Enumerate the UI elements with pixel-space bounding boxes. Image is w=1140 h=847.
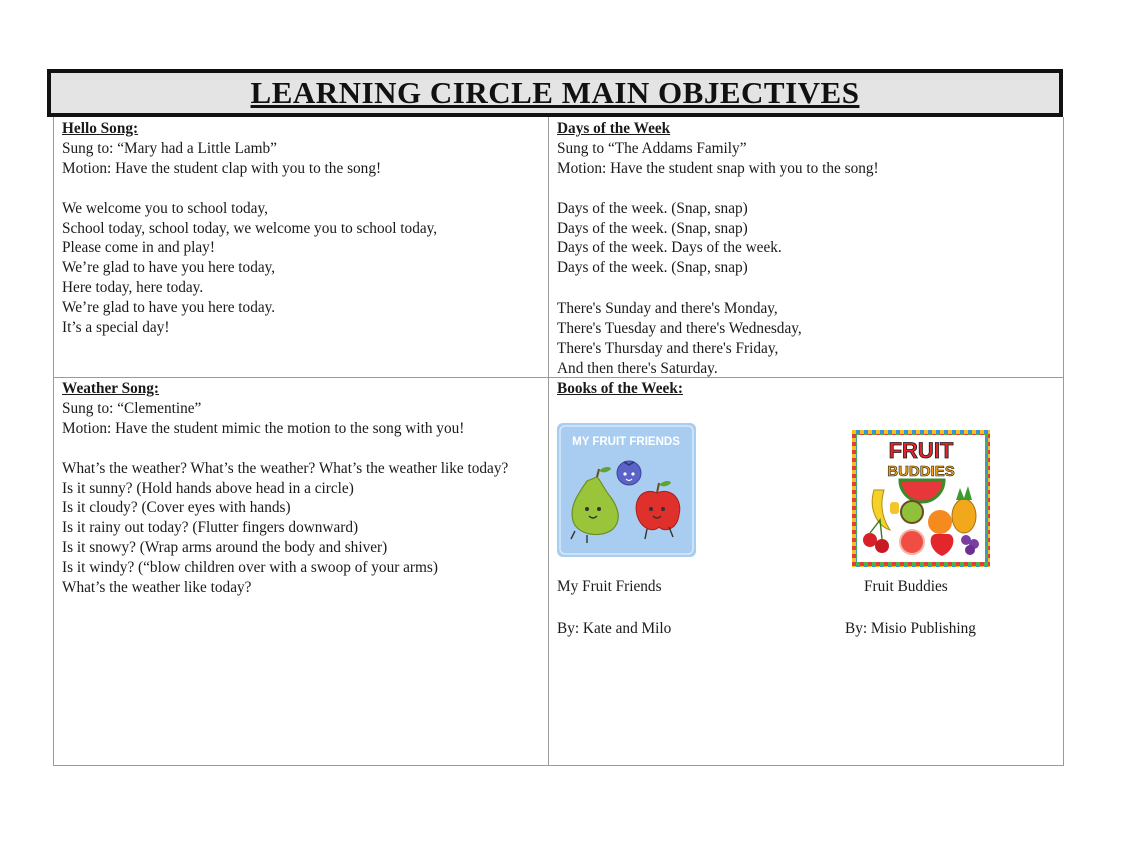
orange-icon	[928, 510, 952, 534]
books-heading: Books of the Week:	[557, 380, 683, 397]
book-author: By: Kate and Milo	[557, 620, 672, 637]
lyric-line: School today, school today, we welcome you to school today,	[62, 219, 438, 237]
weather-song-cell	[62, 379, 532, 598]
lyric-line: There's Thursday and there's Friday,	[557, 340, 779, 358]
lyric-line: Days of the week. (Snap, snap)	[557, 259, 748, 277]
blueberry-icon	[617, 461, 641, 485]
objectives-table	[53, 117, 1064, 766]
lyric-line: It’s a special day!	[62, 319, 170, 337]
fruit-friends-illustration	[557, 423, 696, 557]
fruit-buddies-illustration	[852, 430, 990, 567]
lyric-line: Is it snowy? (Wrap arms around the body and shiver)	[62, 539, 388, 557]
lyric-line: Here today, here today.	[62, 279, 204, 297]
days-of-week-cell	[557, 119, 1057, 379]
lyric-line: Days of the week. Days of the week.	[557, 239, 782, 257]
lyric-line: Is it windy? (“blow children over with a swoop of your arms)	[62, 559, 438, 577]
book-author: By: Misio Publishing	[845, 620, 976, 637]
lyric-line: We welcome you to school today,	[62, 199, 268, 217]
my-fruit-friends-cover	[557, 423, 696, 557]
days-of-week-sung-to: Sung to “The Addams Family”	[557, 139, 747, 157]
lyric-line: Is it cloudy? (Cover eyes with hands)	[62, 499, 291, 517]
books-cell	[557, 379, 1057, 399]
weather-song-sung-to: Sung to: “Clementine”	[62, 399, 202, 417]
cover-title-text: MY FRUIT FRIENDS	[572, 436, 680, 448]
column-divider	[548, 117, 549, 765]
lyric-line: Is it rainy out today? (Flutter fingers downward)	[62, 519, 359, 537]
kiwi-icon	[901, 501, 923, 523]
lyric-line: There's Sunday and there's Monday,	[557, 300, 778, 318]
book-title: Fruit Buddies	[864, 578, 948, 595]
fruit-buddies-cover	[852, 430, 990, 567]
book-title: My Fruit Friends	[557, 578, 662, 595]
days-of-week-motion: Motion: Have the student snap with you to the song!	[557, 159, 879, 177]
weather-song-motion: Motion: Have the student mimic the motion to the song with you!	[62, 419, 465, 437]
lemon-icon	[890, 502, 899, 514]
lyric-line: Is it sunny? (Hold hands above head in a circle)	[62, 479, 354, 497]
lyric-line: Days of the week. (Snap, snap)	[557, 219, 748, 237]
cover-title-line1: FRUIT	[888, 438, 954, 463]
weather-song-heading: Weather Song:	[62, 380, 160, 397]
lyric-line: We’re glad to have you here today.	[62, 299, 276, 317]
lyric-line: Days of the week. (Snap, snap)	[557, 199, 748, 217]
title-box	[47, 69, 1063, 117]
lyric-line: We’re glad to have you here today,	[62, 259, 276, 277]
days-of-week-heading: Days of the Week	[557, 120, 671, 137]
page-title: LEARNING CIRCLE MAIN OBJECTIVES	[250, 75, 860, 110]
lyric-line: What’s the weather? What’s the weather? What’s the weather like today?	[62, 459, 509, 477]
hello-song-heading: Hello Song:	[62, 120, 139, 137]
lyric-line: What’s the weather like today?	[62, 579, 252, 597]
lyric-line: And then there's Saturday.	[557, 359, 718, 377]
hello-song-cell	[62, 119, 542, 338]
hello-song-motion: Motion: Have the student clap with you to the song!	[62, 159, 382, 177]
hello-song-sung-to: Sung to: “Mary had a Little Lamb”	[62, 139, 277, 157]
grapefruit-icon	[900, 530, 924, 554]
cover-title-line2: BUDDIES	[887, 463, 955, 480]
lyric-line: There's Tuesday and there's Wednesday,	[557, 320, 802, 338]
lyric-line: Please come in and play!	[62, 239, 215, 257]
